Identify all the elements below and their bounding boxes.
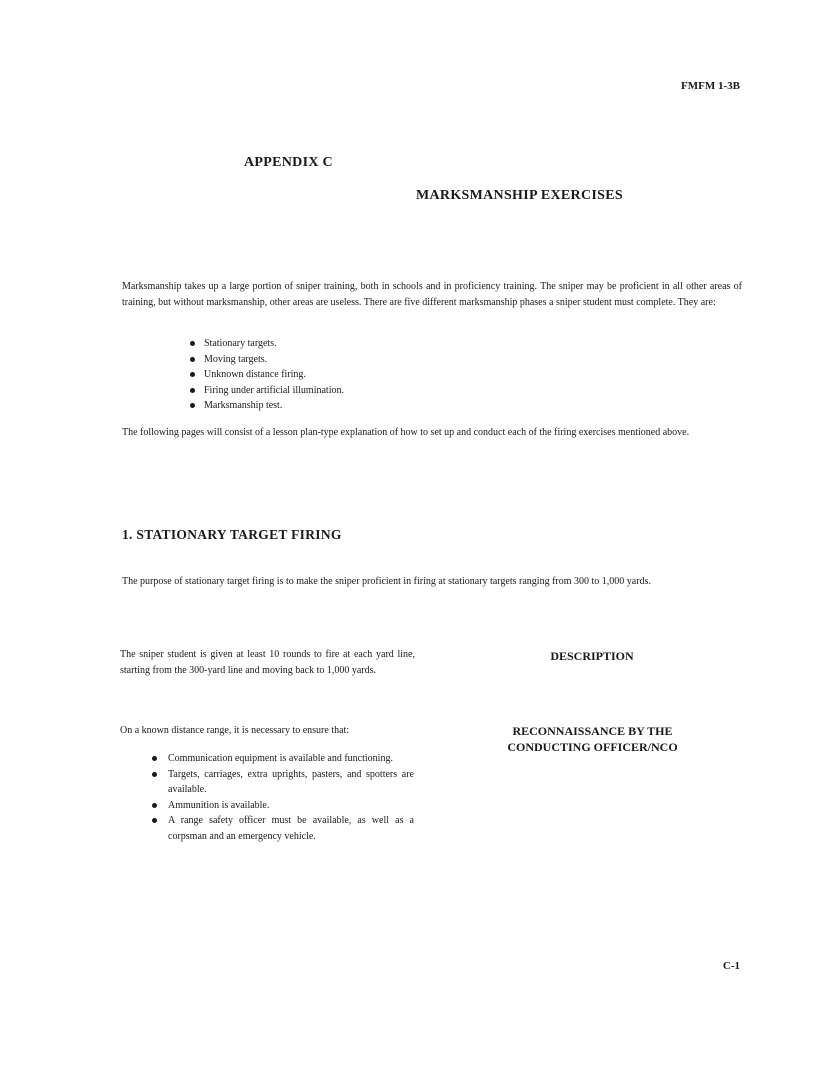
bullet-icon (190, 357, 195, 362)
following-paragraph: The following pages will consist of a lesson plan-type explanation of how to set up and conduct each of the firing exercises mentioned above. (122, 427, 690, 438)
page-number: C-1 (722, 960, 740, 972)
bullet-icon (190, 388, 195, 393)
bullet-icon (152, 756, 157, 761)
recon-side-heading: RECONNAISSANCE BY THE CONDUCTING OFFICER/NCO (507, 724, 678, 754)
bullet-icon (190, 372, 195, 377)
list-item: Targets, carriages, extra uprights, pasters, and spotters are available. (152, 767, 414, 798)
appendix-label: APPENDIX C (244, 155, 333, 170)
list-item: Moving targets. (190, 352, 490, 368)
recon-intro-paragraph: On a known distance range, it is necessary to ensure that: (120, 725, 350, 736)
document-id: FMFM 1-3B (681, 80, 740, 92)
bullet-icon (190, 341, 195, 346)
list-item: Unknown distance firing. (190, 367, 490, 383)
page-title: MARKSMANSHIP EXERCISES (416, 188, 623, 203)
list-item: Ammunition is available. (152, 798, 414, 814)
description-paragraph: The sniper student is given at least 10 rounds to fire at each yard line, starting from the 300-yard line and moving back to 1,000 yards. (120, 649, 415, 676)
intro-paragraph: Marksmanship takes up a large portion of sniper training, both in schools and in proficiency training. The sniper may be proficient in all other areas of training, but without marksmanship, other areas are useless. There are five different marksmanship phases a sniper student must complete. They are: (122, 281, 742, 308)
list-item: Communication equipment is available and functioning. (152, 751, 414, 767)
list-item: A range safety officer must be available, as well as a corpsman and an emergency vehicle. (152, 813, 414, 844)
list-item: Stationary targets. (190, 336, 490, 352)
list-item: Marksmanship test. (190, 398, 490, 414)
bullet-icon (152, 803, 157, 808)
section-heading: 1. STATIONARY TARGET FIRING (122, 527, 342, 542)
phases-list (190, 336, 490, 414)
bullet-icon (152, 772, 157, 777)
bullet-icon (190, 403, 195, 408)
purpose-paragraph: The purpose of stationary target firing is to make the sniper proficient in firing at stationary targets ranging from 300 to 1,000 yards. (122, 576, 651, 587)
list-item: Firing under artificial illumination. (190, 383, 490, 399)
description-side-heading: DESCRIPTION (550, 649, 634, 663)
recon-checklist (152, 751, 414, 844)
bullet-icon (152, 818, 157, 823)
